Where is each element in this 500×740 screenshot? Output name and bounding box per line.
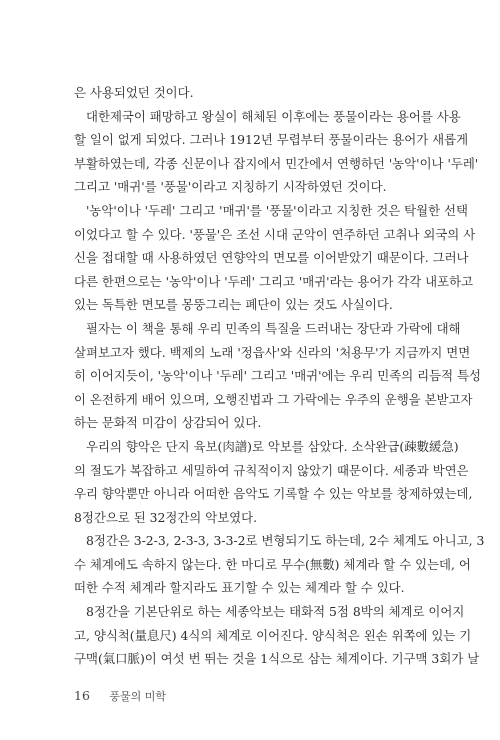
text-line: 이 온전하게 배어 있으며, 오행진법과 그 가락에는 우주의 운행을 본받고자 [74, 391, 473, 407]
page-footer [74, 688, 166, 704]
text-line: 우리의 향악은 단지 육보(肉譜)로 악보를 삼았다. 소삭완급(疎數緩急) [86, 438, 459, 454]
paragraph [74, 81, 426, 105]
text-line: 떠한 수적 체계라 할지라도 표기할 수 있는 체계라 할 수 있다. [74, 580, 405, 596]
text-line: 히 이어지듯이, '농악'이나 '두레' 그리고 '매귀'에는 우리 민족의 리듬적 특성 [74, 368, 481, 384]
text-line: 8정간은 3-2-3, 2-3-3, 3-3-2로 변형되기도 하는데, 2수 체계도 아니고, 3 [86, 533, 485, 549]
paragraph [74, 529, 485, 600]
page-number: 16 [74, 688, 90, 703]
text-line: 8정간을 기본단위로 하는 세종악보는 태화적 5점 8박의 체계로 이어지 [86, 604, 465, 620]
text-line: 8정간으로 된 32정간의 악보였다. [74, 509, 258, 525]
text-line: 의 절도가 복잡하고 세밀하여 규칙적이지 않았기 때문이다. 세종과 박연은 [74, 462, 469, 478]
text-line: 그리고 '매귀'를 '풍물'이라고 지칭하기 시작하였던 것이다. [74, 179, 387, 195]
text-line: 다른 한편으로는 '농악'이나 '두레' 그리고 '매귀'라는 용어가 각각 내포하고 [74, 273, 474, 289]
body-text [74, 81, 485, 671]
paragraph [74, 317, 481, 435]
text-line: 이었다고 할 수 있다. '풍물'은 조선 시대 군악이 연주하던 고취나 외국의 사 [74, 226, 476, 242]
paragraph [74, 600, 480, 671]
running-title: 풍물의 미학 [109, 690, 167, 703]
text-line: 하는 문화적 미감이 상감되어 있다. [74, 415, 262, 431]
text-line: 우리 향악뿐만 아니라 어떠한 음악도 기록할 수 있는 악보를 창제하였는데, [74, 486, 473, 502]
paragraph [74, 105, 479, 199]
text-line: 구맥(氣口脈)이 여섯 번 뛰는 것을 1식으로 삼는 체계이다. 기구맥 3회가 날 [74, 651, 480, 667]
text-line: 할 일이 없게 되었다. 그러나 1912년 무렵부터 풍물이라는 용어가 새롭게 [74, 132, 469, 148]
text-line: 대한제국이 패망하고 왕실이 해체된 이후에는 풍물이라는 용어를 사용 [86, 108, 461, 124]
text-line: 부활하였는데, 각종 신문이나 잡지에서 민간에서 연행하던 '농악'이나 '두레' [74, 155, 479, 171]
text-line: 살펴보고자 했다. 백제의 노래 '정읍사'와 신라의 '처용무'가 지금까지 면면 [74, 344, 471, 360]
paragraph [74, 199, 476, 317]
text-line: 수 체계에도 속하지 않는다. 한 마디로 무수(無數) 체계라 할 수 있는데, 어 [74, 556, 471, 572]
text-line: '농악'이나 '두레' 그리고 '매귀'를 '풍물'이라고 지칭한 것은 탁월한 선택 [86, 202, 468, 218]
text-line: 있는 독특한 면모를 몽뚱그리는 폐단이 있는 것도 사실이다. [74, 297, 393, 313]
paragraph [74, 435, 473, 529]
text-line: 신을 접대할 때 사용하였던 연향악의 면모를 이어받았기 때문이다. 그러나 [74, 250, 469, 266]
text-line: 필자는 이 책을 통해 우리 민족의 특질을 드러내는 장단과 가락에 대해 [86, 320, 461, 336]
text-line: 고, 양식척(量息尺) 4식의 체계로 이어진다. 양식척은 왼손 위쪽에 있는 기 [74, 627, 472, 643]
text-line: 은 사용되었던 것이다. [74, 85, 194, 100]
